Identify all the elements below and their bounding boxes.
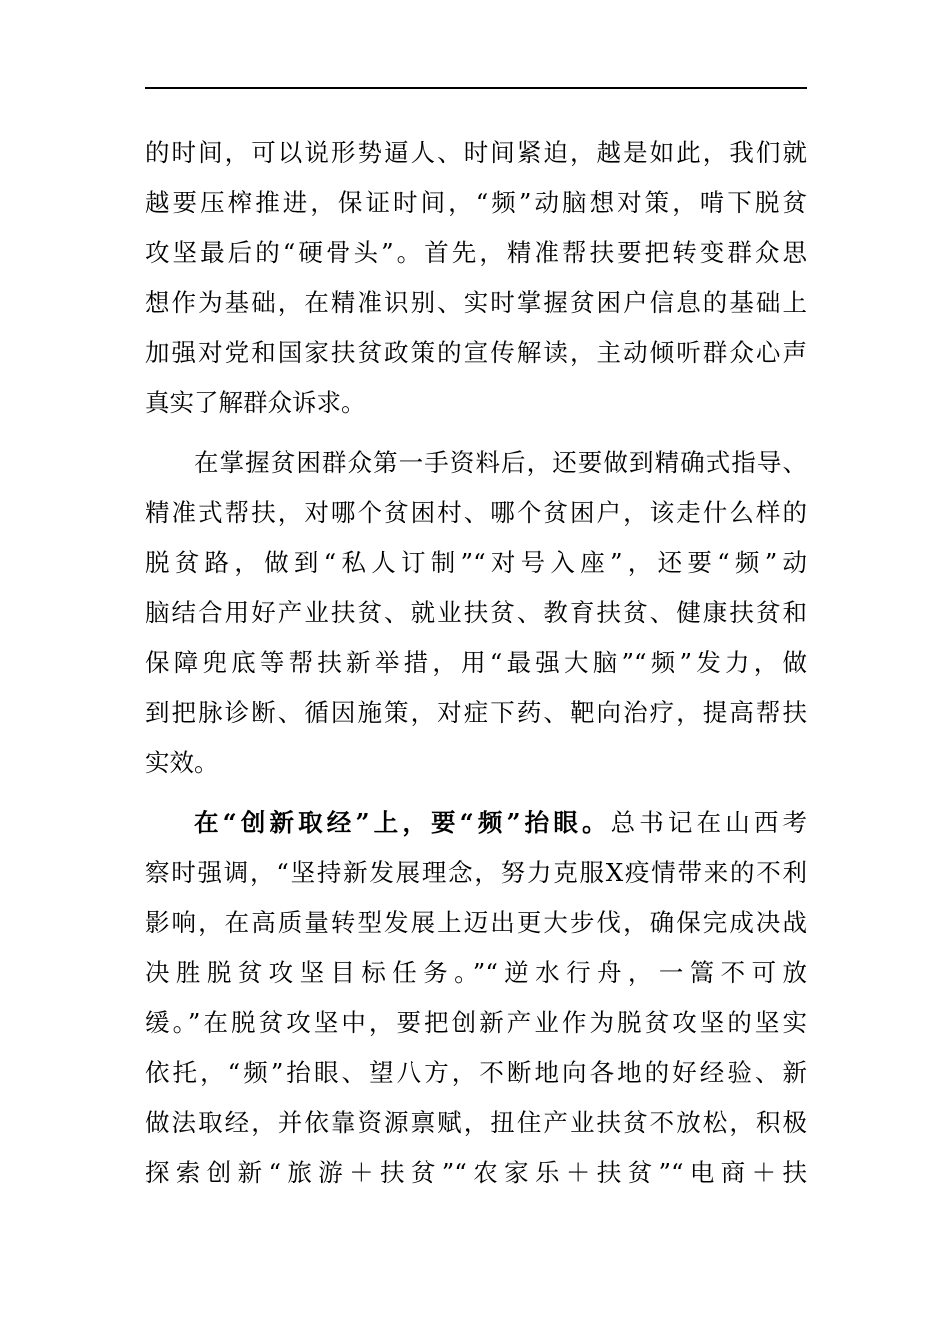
paragraph-1	[145, 128, 807, 428]
paragraph-line: 真实了解群众诉求。	[145, 388, 366, 417]
paragraph-line: 精准式帮扶，对哪个贫困村、哪个贫困户，该走什么样的	[145, 498, 807, 527]
paragraph-line: 缓。”在脱贫攻坚中，要把创新产业作为脱贫攻坚的坚实	[145, 1008, 807, 1037]
paragraph-line: 察时强调，“坚持新发展理念，努力克服X疫情带来的不利	[145, 858, 807, 887]
paragraph-2	[145, 438, 807, 788]
paragraph-3	[145, 798, 807, 1198]
paragraph-line: 加强对党和国家扶贫政策的宣传解读，主动倾听群众心声	[145, 338, 807, 367]
paragraph-line: 决胜脱贫攻坚目标任务。”“逆水行舟，一篙不可放	[145, 958, 807, 987]
paragraph-text: 总书记在山西考	[610, 808, 807, 837]
paragraph-line: 影响，在高质量转型发展上迈出更大步伐，确保完成决战	[145, 908, 807, 937]
paragraph-line: 探索创新“旅游＋扶贫”“农家乐＋扶贫”“电商＋扶	[145, 1158, 807, 1187]
paragraph-gap	[145, 428, 807, 438]
paragraph-line	[145, 798, 807, 848]
paragraph-line: 脑结合用好产业扶贫、就业扶贫、教育扶贫、健康扶贫和	[145, 598, 807, 627]
paragraph-line: 保障兜底等帮扶新举措，用“最强大脑”“频”发力，做	[145, 648, 807, 677]
paragraph-line: 做法取经，并依靠资源禀赋，扭住产业扶贫不放松，积极	[145, 1108, 807, 1137]
header-rule	[145, 87, 807, 89]
paragraph-line: 越要压榨推进，保证时间，“频”动脑想对策，啃下脱贫	[145, 188, 807, 217]
paragraph-line: 在掌握贫困群众第一手资料后，还要做到精确式指导、	[194, 448, 807, 477]
paragraph-line: 的时间，可以说形势逼人、时间紧迫，越是如此，我们就	[145, 138, 807, 167]
paragraph-line: 攻坚最后的“硬骨头”。首先，精准帮扶要把转变群众思	[145, 238, 807, 267]
document-body	[145, 128, 807, 1198]
section-heading: 在“创新取经”上，要“频”抬眼。	[194, 808, 611, 837]
paragraph-line: 脱贫路，做到“私人订制”“对号入座”，还要“频”动	[145, 548, 807, 577]
paragraph-gap	[145, 788, 807, 798]
paragraph-line: 实效。	[145, 748, 219, 777]
paragraph-line: 依托，“频”抬眼、望八方，不断地向各地的好经验、新	[145, 1058, 807, 1087]
paragraph-line: 想作为基础，在精准识别、实时掌握贫困户信息的基础上	[145, 288, 807, 317]
paragraph-line: 到把脉诊断、循因施策，对症下药、靶向治疗，提高帮扶	[145, 698, 807, 727]
